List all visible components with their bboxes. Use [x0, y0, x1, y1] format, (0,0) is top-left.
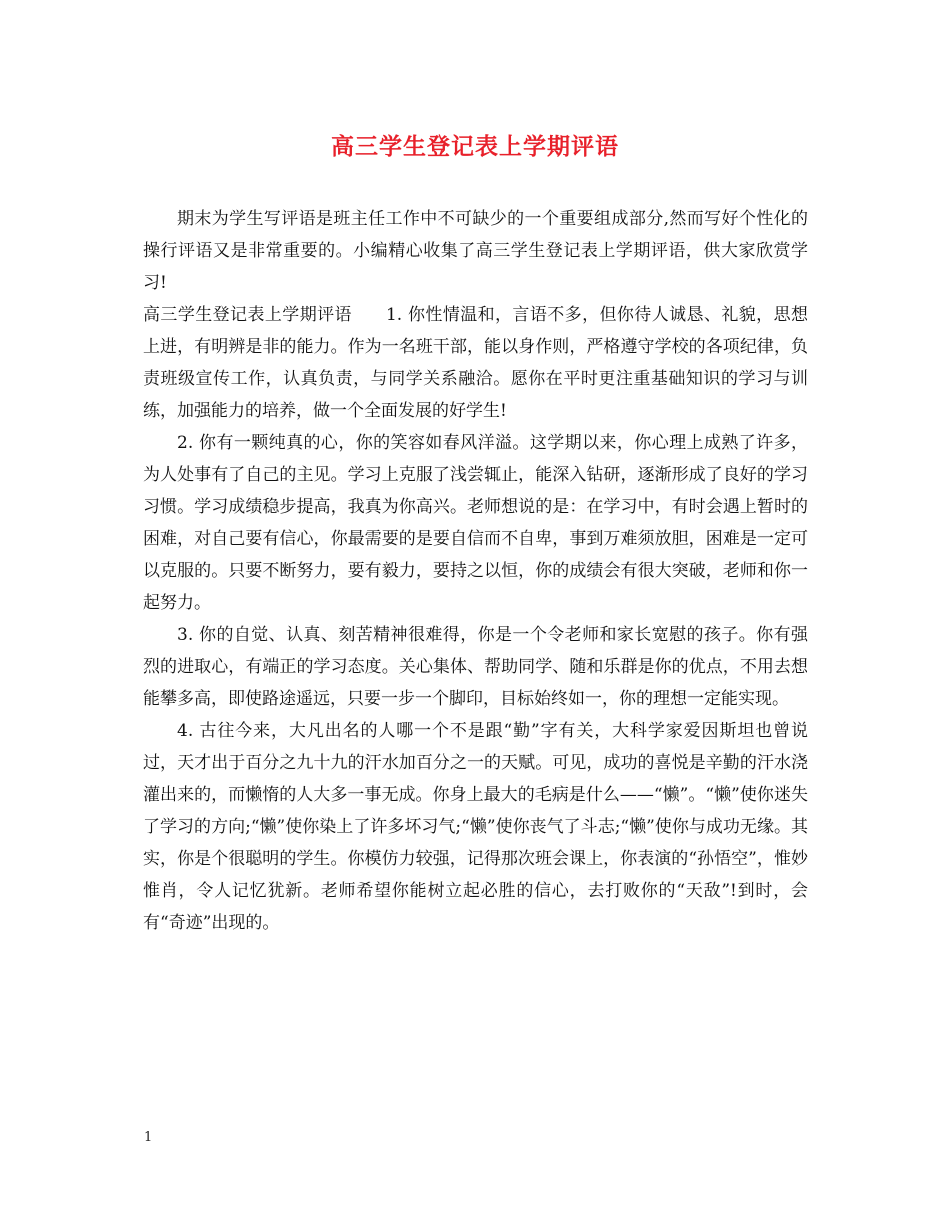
comment-text-1: 1. 你性情温和，言语不多，但你待人诚恳、礼貌，思想上进，有明辨是非的能力。作为一名班干部，能以身作则，严格遵守学校的各项纪律，负责班级宣传工作，认真负责，与同学关系融洽。愿你在平时更注重基础知识的学习与训练，加强能力的培养，做一个全面发展的好学生!: [143, 305, 809, 421]
intro-paragraph: 期末为学生写评语是班主任工作中不可缺少的一个重要组成部分,然而写好个性化的操行评语又是非常重要的。小编精心收集了高三学生登记表上学期评语，供大家欣赏学习!: [143, 209, 808, 293]
section-label: 高三学生登记表上学期评语: [143, 305, 352, 325]
document-title: 高三学生登记表上学期评语: [331, 133, 619, 160]
comment-paragraph-4: 4. 古往今来，大凡出名的人哪一个不是跟“勤”字有关，大科学家爱因斯坦也曾说过，天才出于百分之九十九的汗水加百分之一的天赋。可见，成功的喜悦是辛勤的汗水浇灌出来的，而懒惰的人大多一事无成。你身上最大的毛病是什么——“懒”。“懒”使你迷失了学习的方向;“懒”使你染上了许多坏习气;“懒”使你丧气了斗志;“懒”使你与成功无缘。其实，你是个很聪明的学生。你模仿力较强，记得那次班会课上，你表演的“孙悟空”，惟妙惟肖，令人记忆犹新。老师希望你能树立起必胜的信心，去打败你的“天敌”!到时，会有“奇迹”出现的。: [143, 721, 808, 933]
page-number: 1: [144, 1130, 153, 1145]
comment-paragraph-1: [143, 299, 808, 427]
comment-paragraph-2: 2. 你有一颗纯真的心，你的笑容如春风洋溢。这学期以来，你心理上成熟了许多，为人处事有了自己的主见。学习上克服了浅尝辄止，能深入钻研，逐渐形成了良好的学习习惯。学习成绩稳步提高，我真为你高兴。老师想说的是：在学习中，有时会遇上暂时的困难，对自己要有信心，你最需要的是要自信而不自卑，事到万难须放胆，困难是一定可以克服的。只要不断努力，要有毅力，要持之以恒，你的成绩会有很大突破，老师和你一起努力。: [143, 433, 808, 613]
comment-paragraph-3: 3. 你的自觉、认真、刻苦精神很难得，你是一个令老师和家长宽慰的孩子。你有强烈的进取心，有端正的学习态度。关心集体、帮助同学、随和乐群是你的优点，不用去想能攀多高，即使路途遥远，只要一步一个脚印，目标始终如一，你的理想一定能实现。: [143, 625, 808, 709]
document-body: [143, 203, 808, 939]
